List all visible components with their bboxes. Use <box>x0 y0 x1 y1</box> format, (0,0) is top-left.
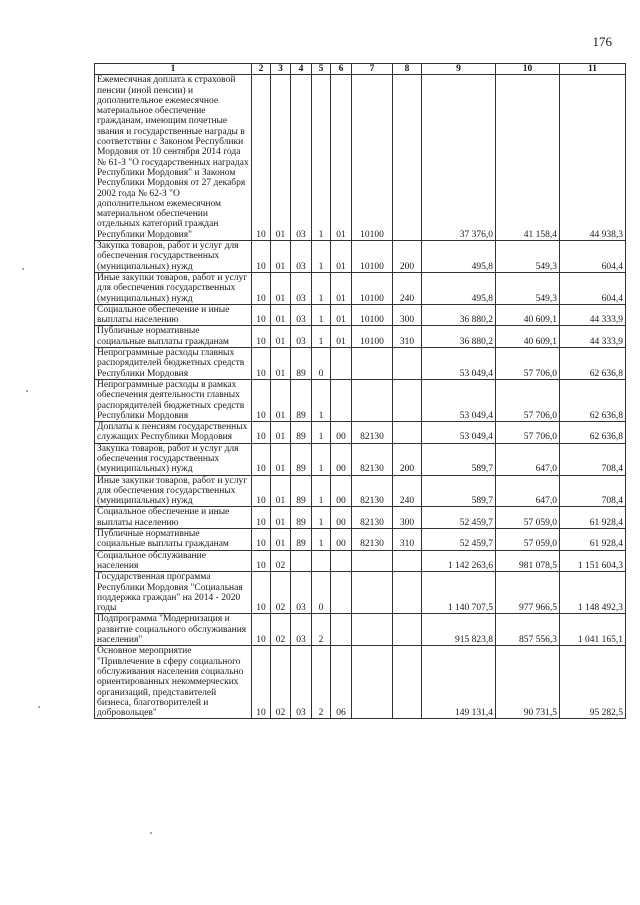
table-row <box>95 507 626 529</box>
table-cell: 2 <box>312 646 331 719</box>
budget-table <box>94 63 626 719</box>
table-cell: 1 <box>312 241 331 273</box>
table-row <box>95 75 626 241</box>
table-cell <box>291 550 312 572</box>
table-cell: 1 <box>312 507 331 529</box>
table-cell: 03 <box>291 646 312 719</box>
table-cell: 01 <box>271 507 291 529</box>
table-cell: 01 <box>331 272 352 304</box>
page-number: 176 <box>592 34 612 49</box>
table-row <box>95 422 626 444</box>
table-cell: 89 <box>291 529 312 551</box>
row-description: Публичные нормативные социальные выплаты гражданам <box>95 326 252 348</box>
table-cell: 01 <box>271 241 291 273</box>
table-cell: 36 880,2 <box>422 304 496 326</box>
table-cell: 89 <box>291 507 312 529</box>
table-cell: 1 140 707,5 <box>422 572 496 614</box>
table-cell <box>352 614 393 646</box>
table-cell: 62 636,8 <box>560 348 626 380</box>
table-cell: 647,0 <box>496 443 560 475</box>
table-cell: 01 <box>331 75 352 241</box>
table-cell: 00 <box>331 422 352 444</box>
table-cell: 89 <box>291 443 312 475</box>
table-cell: 62 636,8 <box>560 379 626 421</box>
table-cell: 10 <box>252 529 271 551</box>
table-cell: 02 <box>271 550 291 572</box>
table-cell: 82130 <box>352 443 393 475</box>
column-header: 10 <box>496 64 560 75</box>
table-cell: 57 059,0 <box>496 529 560 551</box>
table-cell: 01 <box>271 326 291 348</box>
table-cell: 10 <box>252 422 271 444</box>
table-row <box>95 550 626 572</box>
row-description: Основное мероприятие "Привлечение в сферу социального обслуживания населения социально ориентированных некоммерческих организаций, представителей бизнеса, благотворителей и добровольцев" <box>95 646 252 719</box>
row-description: Непрограммные расходы главных распорядителей бюджетных средств Республики Мордовия <box>95 348 252 380</box>
table-cell: 89 <box>291 475 312 507</box>
table-cell: 10 <box>252 507 271 529</box>
table-cell: 03 <box>291 241 312 273</box>
table-cell: 01 <box>331 304 352 326</box>
table-cell: 44 938,3 <box>560 75 626 241</box>
table-cell: 10 <box>252 646 271 719</box>
table-cell: 03 <box>291 75 312 241</box>
table-cell: 149 131,4 <box>422 646 496 719</box>
table-row <box>95 529 626 551</box>
table-row <box>95 272 626 304</box>
table-cell: 53 049,4 <box>422 422 496 444</box>
table-cell: 300 <box>393 507 422 529</box>
table-cell: 06 <box>331 646 352 719</box>
table-row <box>95 348 626 380</box>
table-cell: 1 <box>312 422 331 444</box>
table-cell: 240 <box>393 475 422 507</box>
table-cell: 310 <box>393 529 422 551</box>
column-header: 6 <box>331 64 352 75</box>
table-cell: 01 <box>271 443 291 475</box>
column-header: 2 <box>252 64 271 75</box>
table-header-row <box>95 64 626 75</box>
table-cell: 915 823,8 <box>422 614 496 646</box>
table-cell: 52 459,7 <box>422 529 496 551</box>
table-cell: 708,4 <box>560 443 626 475</box>
table-cell: 2 <box>312 614 331 646</box>
table-cell: 0 <box>312 572 331 614</box>
column-header: 5 <box>312 64 331 75</box>
table-cell: 549,3 <box>496 241 560 273</box>
table-cell: 1 <box>312 379 331 421</box>
table-cell: 03 <box>291 272 312 304</box>
table-cell <box>393 572 422 614</box>
table-cell: 589,7 <box>422 475 496 507</box>
table-cell: 10 <box>252 348 271 380</box>
table-cell: 01 <box>271 304 291 326</box>
table-cell: 01 <box>271 422 291 444</box>
table-cell: 44 333,9 <box>560 326 626 348</box>
table-cell <box>331 550 352 572</box>
row-description: Закупка товаров, работ и услуг для обеспечения государственных (муниципальных) нужд <box>95 443 252 475</box>
table-cell: 82130 <box>352 507 393 529</box>
table-cell: 02 <box>271 614 291 646</box>
table-row <box>95 475 626 507</box>
table-cell <box>393 646 422 719</box>
table-cell: 1 <box>312 75 331 241</box>
table-cell <box>331 614 352 646</box>
table-cell <box>352 348 393 380</box>
table-cell: 00 <box>331 475 352 507</box>
table-cell: 40 609,1 <box>496 304 560 326</box>
row-description: Государственная программа Республики Мордовия "Социальная поддержка граждан" на 2014 - 2020 годы <box>95 572 252 614</box>
row-description: Доплаты к пенсиям государственных служащих Республики Мордовия <box>95 422 252 444</box>
table-cell: 41 158,4 <box>496 75 560 241</box>
table-cell: 57 706,0 <box>496 348 560 380</box>
table-row <box>95 646 626 719</box>
column-header: 3 <box>271 64 291 75</box>
table-cell: 89 <box>291 348 312 380</box>
table-cell: 10 <box>252 75 271 241</box>
table-cell: 62 636,8 <box>560 422 626 444</box>
table-cell: 200 <box>393 443 422 475</box>
table-row <box>95 614 626 646</box>
table-cell: 10100 <box>352 272 393 304</box>
table-cell: 10 <box>252 304 271 326</box>
table-cell: 01 <box>271 272 291 304</box>
table-cell: 40 609,1 <box>496 326 560 348</box>
column-header: 11 <box>560 64 626 75</box>
table-cell: 53 049,4 <box>422 379 496 421</box>
table-row <box>95 379 626 421</box>
table-cell: 1 <box>312 326 331 348</box>
table-cell: 53 049,4 <box>422 348 496 380</box>
row-description: Социальное обеспечение и иные выплаты населению <box>95 507 252 529</box>
table-cell: 89 <box>291 422 312 444</box>
table-cell: 10100 <box>352 75 393 241</box>
table-cell: 857 556,3 <box>496 614 560 646</box>
column-header: 4 <box>291 64 312 75</box>
table-cell: 36 880,2 <box>422 326 496 348</box>
row-description: Подпрограмма "Модернизация и развитие социального обслуживания населения" <box>95 614 252 646</box>
table-cell: 89 <box>291 379 312 421</box>
table-cell: 95 282,5 <box>560 646 626 719</box>
table-cell <box>352 646 393 719</box>
row-description: Иные закупки товаров, работ и услуг для обеспечения государственных (муниципальных) нужд <box>95 475 252 507</box>
table-cell: 1 <box>312 304 331 326</box>
table-cell: 240 <box>393 272 422 304</box>
table-cell <box>312 550 331 572</box>
table-cell: 82130 <box>352 422 393 444</box>
table-cell: 1 <box>312 272 331 304</box>
table-cell: 10100 <box>352 241 393 273</box>
table-cell: 589,7 <box>422 443 496 475</box>
table-cell <box>331 348 352 380</box>
table-cell <box>393 422 422 444</box>
table-cell: 10 <box>252 550 271 572</box>
table-cell: 200 <box>393 241 422 273</box>
table-cell <box>393 379 422 421</box>
table-cell: 01 <box>331 326 352 348</box>
table-cell: 604,4 <box>560 241 626 273</box>
table-cell: 981 078,5 <box>496 550 560 572</box>
table-cell: 01 <box>331 241 352 273</box>
table-cell <box>331 379 352 421</box>
table-cell: 10100 <box>352 304 393 326</box>
column-header: 1 <box>95 64 252 75</box>
table-cell: 1 041 165,1 <box>560 614 626 646</box>
table-cell: 1 <box>312 443 331 475</box>
table-cell: 10 <box>252 614 271 646</box>
table-cell: 10 <box>252 241 271 273</box>
table-cell <box>352 379 393 421</box>
table-cell: 1 151 604,3 <box>560 550 626 572</box>
table-cell <box>331 572 352 614</box>
table-cell <box>352 572 393 614</box>
table-cell: 604,4 <box>560 272 626 304</box>
table-cell <box>352 550 393 572</box>
table-cell: 03 <box>291 614 312 646</box>
row-description: Публичные нормативные социальные выплаты гражданам <box>95 529 252 551</box>
table-cell: 57 059,0 <box>496 507 560 529</box>
table-cell: 1 148 492,3 <box>560 572 626 614</box>
table-cell: 310 <box>393 326 422 348</box>
table-cell: 00 <box>331 529 352 551</box>
table-cell: 01 <box>271 75 291 241</box>
table-cell: 10 <box>252 379 271 421</box>
row-description: Социальное обслуживание населения <box>95 550 252 572</box>
table-cell <box>393 550 422 572</box>
table-row <box>95 241 626 273</box>
table-cell: 647,0 <box>496 475 560 507</box>
table-row <box>95 304 626 326</box>
table-cell <box>393 75 422 241</box>
row-description: Непрограммные расходы в рамках обеспечения деятельности главных распорядителей бюджетных средств Республики Мордовия <box>95 379 252 421</box>
table-cell: 708,4 <box>560 475 626 507</box>
table-cell: 37 376,0 <box>422 75 496 241</box>
table-cell: 01 <box>271 379 291 421</box>
table-cell: 02 <box>271 572 291 614</box>
column-header: 8 <box>393 64 422 75</box>
table-cell: 03 <box>291 572 312 614</box>
row-description: Закупка товаров, работ и услуг для обеспечения государственных (муниципальных) нужд <box>95 241 252 273</box>
table-cell <box>393 614 422 646</box>
table-cell: 61 928,4 <box>560 529 626 551</box>
table-cell: 01 <box>271 475 291 507</box>
table-cell: 61 928,4 <box>560 507 626 529</box>
table-cell: 1 <box>312 475 331 507</box>
table-cell: 1 142 263,6 <box>422 550 496 572</box>
table-cell: 52 459,7 <box>422 507 496 529</box>
table-cell: 495,8 <box>422 241 496 273</box>
table-cell: 300 <box>393 304 422 326</box>
column-header: 7 <box>352 64 393 75</box>
table-cell: 495,8 <box>422 272 496 304</box>
table-cell: 01 <box>271 529 291 551</box>
table-cell: 02 <box>271 646 291 719</box>
table-row <box>95 443 626 475</box>
table-cell: 44 333,9 <box>560 304 626 326</box>
table-cell: 0 <box>312 348 331 380</box>
row-description: Иные закупки товаров, работ и услуг для обеспечения государственных (муниципальных) нужд <box>95 272 252 304</box>
table-cell: 57 706,0 <box>496 379 560 421</box>
table-cell: 10100 <box>352 326 393 348</box>
table-cell: 977 966,5 <box>496 572 560 614</box>
column-header: 9 <box>422 64 496 75</box>
row-description: Социальное обеспечение и иные выплаты населению <box>95 304 252 326</box>
row-description: Ежемесячная доплата к страховой пенсии (иной пенсии) и дополнительное ежемесячное материальное обеспечение гражданам, имеющим почетные звания и государственные награды в соответствии с Законом Республики Мордовия от 10 сентября 2014 года № 61-З "О государственных наградах Республики Мордовия" и Законом Республики Мордовия от 27 декабря 2002 года № 62-З "О дополнительном ежемесячном материальном обеспечении отдельных категорий граждан Республики Мордовия" <box>95 75 252 241</box>
table-cell <box>393 348 422 380</box>
table-row <box>95 572 626 614</box>
table-cell: 10 <box>252 272 271 304</box>
table-cell: 00 <box>331 507 352 529</box>
table-row <box>95 326 626 348</box>
table-cell: 03 <box>291 326 312 348</box>
table-cell: 82130 <box>352 529 393 551</box>
table-cell: 10 <box>252 326 271 348</box>
table-cell: 01 <box>271 348 291 380</box>
table-cell: 03 <box>291 304 312 326</box>
table-cell: 00 <box>331 443 352 475</box>
table-cell: 90 731,5 <box>496 646 560 719</box>
table-cell: 57 706,0 <box>496 422 560 444</box>
table-cell: 1 <box>312 529 331 551</box>
table-cell: 10 <box>252 572 271 614</box>
table-cell: 82130 <box>352 475 393 507</box>
table-cell: 10 <box>252 443 271 475</box>
table-cell: 549,3 <box>496 272 560 304</box>
table-cell: 10 <box>252 475 271 507</box>
